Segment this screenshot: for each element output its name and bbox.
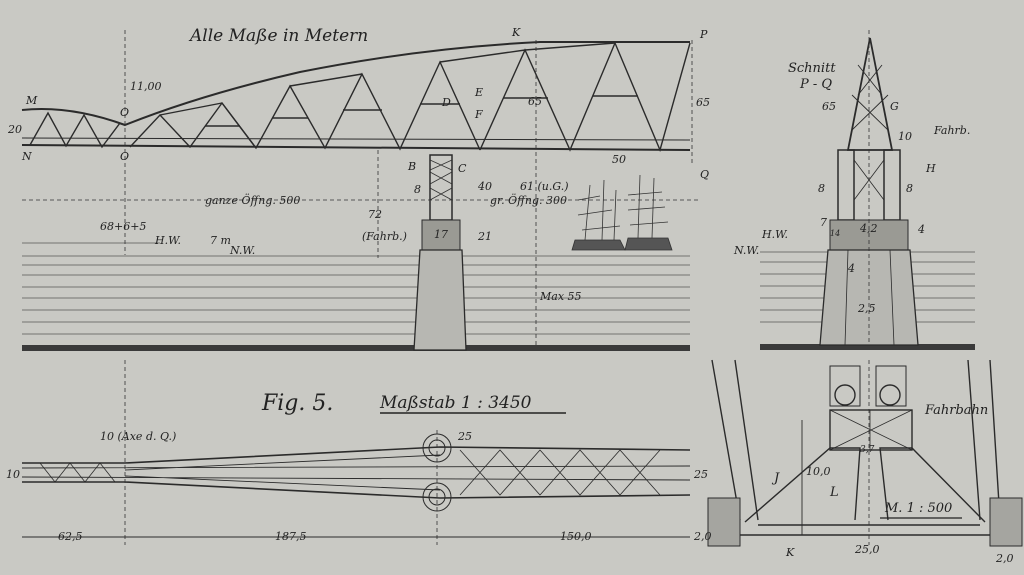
plan-dim-150: 150,0 [560,530,592,543]
label-fahrbahn: Fahrbahn [925,403,989,418]
point-k-detail: K [786,546,795,559]
dim-65-left: 65 [528,95,542,108]
section-subtitle: P - Q [800,77,833,92]
detail-scale: M. 1 : 500 [885,501,953,516]
dim-68-6-5: 68+6+5 [100,220,147,233]
label-fahrb: Fahrb. [934,124,971,137]
sec-dim-8-left: 8 [818,182,825,195]
dim-11: 11,00 [130,80,162,93]
sec-dim-7: 7 [820,216,827,229]
plan-dim-25-right: 25 [694,468,708,481]
opening-300: gr. Öffng. 300 [490,194,568,207]
label-nw: N.W. [230,244,256,257]
dim-40: 40 [478,180,492,193]
point-j: J [774,471,780,486]
plan-dim-10: 10 [6,468,20,481]
dim-8: 8 [414,183,421,196]
dim-17: 17 [434,228,448,241]
sec-dim-10: 10 [898,130,912,143]
detail-dim-10: 10,0 [806,465,831,478]
sec-dim-2-5: 2,5 [858,302,876,315]
point-q: Q [700,168,710,181]
plan-dim-62-5: 62,5 [58,530,83,543]
opening-500: ganze Öffng. 500 [205,194,301,207]
sec-label-nw: N.W. [734,244,760,257]
dim-72: 72 [368,208,382,221]
point-g: G [890,100,899,113]
label-max: Max 55 [540,290,582,303]
dim-50: 50 [612,153,626,166]
dim-61: 61 (u.G.) [520,180,569,193]
point-n: N [22,150,32,163]
drawing-title: Alle Maße in Metern [190,26,369,46]
sec-dim-14: 14 [830,229,841,238]
point-o-top: O [120,106,130,119]
dim-21: 21 [478,230,492,243]
dim-20: 20 [8,123,22,136]
point-m: M [26,94,38,107]
dim-65-right: 65 [696,96,710,109]
point-k: K [512,26,521,39]
point-l: L [830,485,839,500]
point-f: F [475,108,483,121]
point-p: P [700,28,708,41]
dim-7m: 7 m [210,234,231,247]
detail-dim-2-right: 2,0 [996,552,1014,565]
sec-label-hw: H.W. [762,228,788,241]
scale-label: Maßstab 1 : 3450 [380,393,532,413]
point-o-bottom: O [120,150,130,163]
sec-dim-4: 4 [848,262,855,275]
point-e: E [475,86,484,99]
label-fahrb-vertical: (Fahrb.) [362,230,407,243]
detail-dim-2-left: 2,0 [694,530,712,543]
point-d: D [442,96,451,109]
figure-label: Fig. 5. [262,391,334,416]
point-h: H [926,162,936,175]
plan-dim-25-top: 25 [458,430,472,443]
section-title: Schnitt [788,61,836,76]
label-hw: H.W. [155,234,181,247]
plan-axis-label: 10 (Axe d. Q.) [100,430,177,443]
point-c: C [458,162,467,175]
detail-dim-3-7: 3,7 [860,445,875,455]
detail-dim-25: 25,0 [855,543,880,556]
plan-dim-187-5: 187,5 [275,530,307,543]
sec-dim-4-top: 4 [918,223,925,236]
sec-dim-4-2: 4,2 [860,222,878,235]
point-b: B [408,160,417,173]
sec-dim-8-right: 8 [906,182,913,195]
sec-dim-65: 65 [822,100,836,113]
river-bed [22,345,690,351]
